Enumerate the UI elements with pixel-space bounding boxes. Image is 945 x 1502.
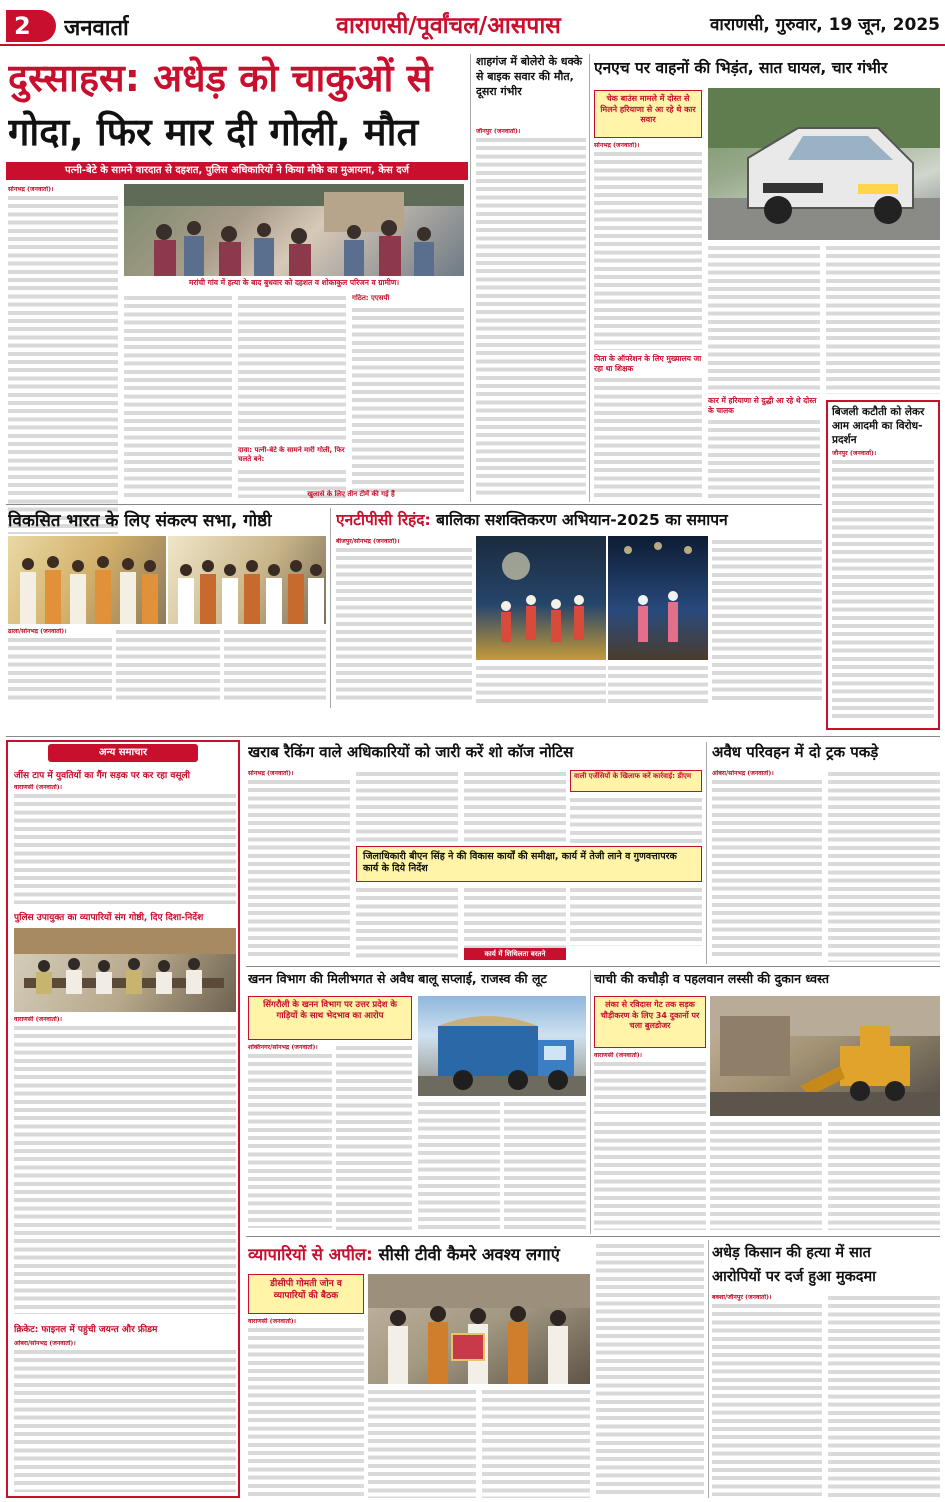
cctv-body-filler [248, 1326, 364, 1496]
divider [589, 54, 590, 502]
rating-dateline: सोनभद्र (जनवार्ता)। [248, 770, 294, 777]
cctv-col2 [368, 1388, 476, 1498]
bijli-dateline: जौनपुर (जनवार्ता)। [832, 450, 877, 457]
rating-col4-b [570, 886, 702, 946]
khanan-dateline: शक्तिनगर/सोनभद्र (जनवार्ता)। [248, 1044, 318, 1051]
kachori-photo [710, 996, 940, 1116]
kachori-kicker-text: लंका से रविदास गेट तक सड़क चौड़ीकरण के लिए 34 दुकानों पर चला बुलडोजर [600, 1000, 700, 1030]
kachori-kicker [594, 996, 706, 1048]
nh-subhead-2: कार में हरियाणा से दुद्धी आ रहे थे दोस्त के चालक [708, 396, 817, 415]
section-title: वाराणसी/पूर्वांचल/आसपास [336, 13, 561, 39]
divider [246, 966, 940, 967]
anya-story3-body-filler [14, 1348, 236, 1492]
khanan-col2 [336, 1044, 412, 1230]
cctv-col4 [596, 1242, 704, 1498]
meeting-photo-icon [8, 536, 166, 624]
rating-kicker-text: वाली एजेंसियों के खिलाफ करें कार्रवाई: डीएम [574, 772, 692, 780]
avaidh-col2 [828, 770, 940, 962]
page-number-text: 2 [14, 12, 31, 40]
avaidh-headline: अवैध परिवहन में दो ट्रक पकड़े [712, 743, 879, 761]
police-meeting-icon [14, 928, 236, 1012]
rating-col3 [464, 770, 566, 842]
nh-col2-text-b [708, 418, 820, 498]
kachori-body-filler [594, 1060, 706, 1114]
bijli-text [828, 450, 938, 720]
khanan-col4 [504, 1100, 586, 1230]
anya-story3-headline: क्रिकेट: फाइनल में पहुंची जयन्त और फ्रीडम [14, 1325, 158, 1335]
rating-col2 [356, 770, 458, 842]
gathering-photo-icon [168, 536, 326, 624]
kachori-headline: चाची की कचौड़ी व पहलवान लस्सी की दुकान ध्वस्त [594, 971, 830, 986]
nh-col1-text-b [594, 376, 702, 498]
anya-story3-text [14, 1340, 236, 1494]
lead-dateline: सोनभद्र (जनवार्ता)। [8, 186, 54, 193]
bolero-text [476, 128, 586, 498]
divider [330, 508, 331, 708]
divider [708, 1240, 709, 1498]
rating-headline: खराब रैकिंग वाले अधिकारियों को जारी करें शो कॉज नोटिस [248, 743, 574, 761]
nh-headline: एनएच पर वाहनों की भिड़ंत, सात घायल, चार गंभीर [594, 59, 888, 77]
khanan-headline: खनन विभाग की मिलीभगत से अवैध बालू सप्लाई, राजस्व की लूट [248, 971, 547, 986]
divider [6, 736, 940, 737]
anya-story2-body-filler [14, 1024, 236, 1314]
vikasit-text-2 [116, 628, 220, 704]
anya-story1-text [14, 784, 236, 906]
vikasit-photo-2 [168, 536, 326, 624]
divider [470, 54, 471, 502]
bijli-headline: बिजली कटौती को लेकर आम आदमी का विरोध-प्रदर्शन [832, 406, 925, 446]
sand-truck-icon [418, 996, 586, 1096]
rating-col2-b [356, 886, 458, 960]
masthead-rule [0, 44, 945, 46]
newspaper-name: जनवार्ता [64, 16, 129, 41]
divider [246, 1236, 940, 1237]
ntpc-headline-rest: बालिका सशक्तिकरण अभियान-2025 का समापन [436, 511, 728, 529]
dateline: वाराणसी, गुरुवार, 19 जून, 2025 [709, 15, 940, 35]
vikasit-headline: विकसित भारत के लिए संकल्प सभा, गोष्ठी [8, 511, 272, 531]
cctv-col3 [482, 1388, 590, 1498]
crowd-photo-icon [124, 184, 464, 276]
ntpc-headline [336, 508, 822, 534]
khanan-kicker-text: सिंगरौली के खनन विभाग पर उत्तर प्रदेश के गाड़ियों के साथ भेदभाव का आरोप [263, 1000, 397, 1021]
anya-story2-photo [14, 928, 236, 1012]
kachori-dateline: वाराणसी (जनवार्ता)। [594, 1052, 642, 1059]
nh-col2-text [708, 244, 820, 394]
bijli-body-filler [832, 458, 934, 718]
lead-col3-text [238, 294, 346, 442]
cctv-dateline: वाराणसी (जनवार्ता)। [248, 1318, 296, 1325]
nh-subhead-1: पिता के ऑपरेशन के लिए मुख्यालय जा रहा था शिक्षक [594, 354, 702, 373]
cctv-photo [368, 1274, 590, 1384]
anya-story2-text [14, 1016, 236, 1316]
bulldozer-demolition-icon [710, 996, 940, 1116]
rating-box [356, 846, 702, 882]
avaidh-body-filler [712, 778, 822, 960]
anya-title: अन्य समाचार [48, 744, 198, 762]
bolero-dateline: जौनपुर (जनवार्ता)। [476, 128, 521, 135]
kisan-headline-2: आरोपियों पर दर्ज हुआ मुकदमा [712, 1269, 876, 1285]
ntpc-text-3 [608, 664, 708, 704]
stage-dance-icon [476, 536, 606, 660]
ntpc-dateline: बीजपुर/सोनभद्र (जनवार्ता)। [336, 538, 400, 545]
vikasit-body-filler [8, 636, 112, 702]
vikasit-photo-1 [8, 536, 166, 624]
kachori-col2 [594, 1120, 706, 1230]
kisan-col1 [712, 1294, 822, 1498]
lead-highlight-2: गठित: एएसपी [352, 294, 390, 302]
divider [6, 504, 822, 505]
ntpc-text-2 [476, 664, 606, 704]
nh-photo [708, 88, 940, 240]
lead-deck: पत्नी-बेटे के सामने वारदात से दहशत, पुलिस अधिकारियों ने किया मौके का मुआयना, केस दर्ज [6, 162, 468, 180]
khanan-kicker [248, 996, 412, 1040]
bijli-box [826, 400, 940, 730]
ntpc-body-filler [336, 546, 472, 702]
rating-body-filler [248, 778, 350, 958]
lead-col2-text [124, 294, 232, 498]
lead-headline-2: गोदा, फिर मार दी गोली, मौत [8, 110, 419, 154]
stage-performance-icon [608, 536, 708, 660]
kisan-headline-1: अधेड़ किसान की हत्या में सात [712, 1245, 871, 1261]
vikasit-text-3 [224, 628, 326, 704]
rating-note: कार्य में शिथिलता बरतने [464, 948, 566, 960]
kisan-body-filler [712, 1302, 822, 1496]
lead-photo [124, 184, 464, 276]
rating-kicker [570, 770, 702, 792]
lead-highlight-1: दावा: पत्नी-बेटे के सामने मारी गोली, फिर चलते बने: [238, 446, 345, 463]
lead-body-filler [8, 194, 118, 534]
cctv-headline-rest: सीसी टीवी कैमरे अवश्य लगाएं [378, 1245, 560, 1264]
cctv-kicker [248, 1274, 364, 1314]
vikasit-dateline: ढाला/सोनभद्र (जनवार्ता)। [8, 628, 67, 635]
kisan-dateline: बक्शा/जौनपुर (जनवार्ता)। [712, 1294, 772, 1301]
lead-headline-1 [8, 54, 478, 104]
lead-col4-text [352, 306, 464, 492]
anya-story2-dateline: वाराणसी (जनवार्ता)। [14, 1016, 62, 1023]
avaidh-dateline: ओबरा/सोनभद्र (जनवार्ता)। [712, 770, 774, 777]
avaidh-col1 [712, 770, 822, 962]
kachori-col3 [710, 1120, 822, 1230]
nh-dateline: सोनभद्र (जनवार्ता)। [594, 142, 640, 149]
khanan-col3 [418, 1100, 500, 1230]
rating-col1 [248, 770, 350, 960]
khanan-body-filler [248, 1052, 332, 1228]
nh-col1-text [594, 142, 702, 352]
divider [706, 742, 707, 964]
cctv-col1 [248, 1318, 364, 1498]
khanan-photo [418, 996, 586, 1096]
anya-story1-dateline: वाराणसी (जनवार्ता)। [14, 784, 62, 791]
kachori-col1 [594, 1052, 706, 1116]
lead-col1-text [8, 186, 118, 534]
traders-felicitation-icon [368, 1274, 590, 1384]
vikasit-text-1 [8, 628, 112, 704]
ntpc-headline-prefix: एनटीपीसी रिहंद: [336, 511, 431, 529]
ntpc-photo-1 [476, 536, 606, 660]
bolero-headline: शाहगंज में बोलेरो के धक्के से बाइक सवार की मौत, दूसरा गंभीर [476, 55, 583, 98]
anya-story3-dateline: ओबरा/सोनभद्र (जनवार्ता)। [14, 1340, 76, 1347]
nh-kicker-text: चेक बाउंस मामले में दोस्त से मिलने हरियाणा से आ रहे थे कार सवार [600, 94, 696, 124]
nh-kicker [594, 90, 702, 138]
kisan-col2 [828, 1294, 940, 1498]
kachori-col4 [828, 1120, 940, 1230]
rating-box-headline: जिलाधिकारी बीएन सिंह ने की विकास कार्यों की समीक्षा, कार्य में तेजी लाने व गुणवत्तापरक कार्य के दिये निर्देश [363, 851, 677, 874]
ntpc-photo-2 [608, 536, 708, 660]
bolero-body-filler [476, 136, 586, 496]
lead-footer-note: खुलासे के लिए तीन टीमें की गई हैं [307, 490, 395, 498]
cctv-kicker-text: डीसीपी गोमती जोन व व्यापारियों की बैठक [270, 1279, 342, 1301]
anya-story1-headline: जींस टाप में युवतियों का गैंग सड़क पर कर रहा वसूली [14, 771, 190, 781]
anya-box [6, 740, 240, 1498]
nh-col3-text [826, 244, 940, 394]
lead-headline-text-1: दुस्साहस: अधेड़ को चाकुओं से [8, 56, 433, 100]
anya-story2-headline: पुलिस उपायुक्त का व्यापारियों संग गोष्ठी, दिए दिशा-निर्देश [14, 913, 204, 923]
masthead [0, 0, 945, 46]
ntpc-text-4 [712, 538, 822, 704]
cctv-headline-prefix: व्यापारियों से अपील: [248, 1245, 373, 1264]
khanan-col1 [248, 1044, 332, 1230]
nh-body-filler [594, 150, 702, 350]
rating-col4 [570, 796, 702, 844]
divider [590, 970, 591, 1234]
ntpc-text-1 [336, 538, 472, 704]
anya-story1-body-filler [14, 792, 236, 904]
lead-photo-caption: मरांची गांव में हत्या के बाद बुधवार को दहशत व शोकाकुल परिजन व ग्रामीण। [188, 278, 400, 287]
crashed-car-icon [708, 88, 940, 240]
